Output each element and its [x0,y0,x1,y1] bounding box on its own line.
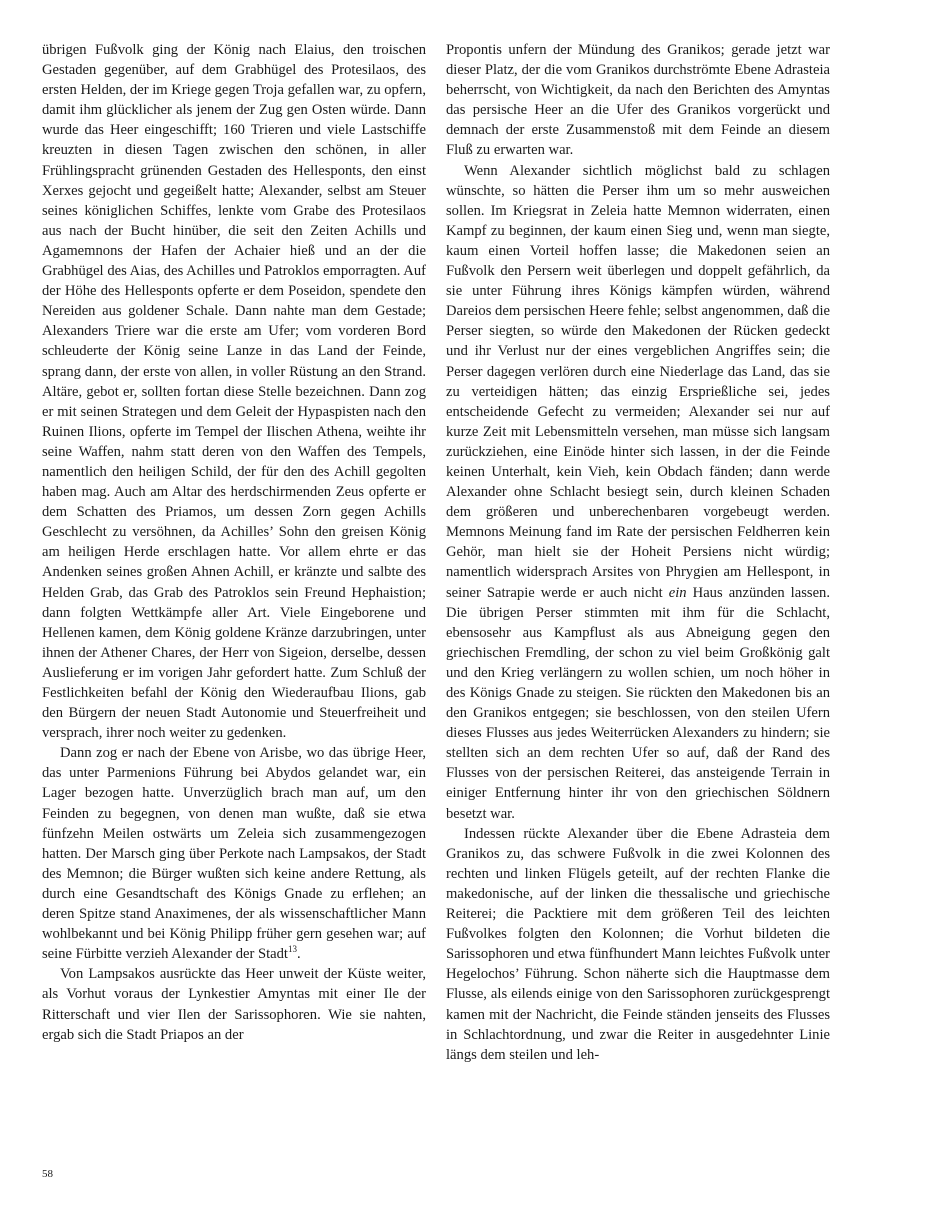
right-column [446,40,830,1065]
right-paragraph-3: Indessen rückte Alexander über die Ebene Adrasteia dem Granikos zu, das schwere Fußvolk in die zwei Kolonnen des rechten und linken Flügels geteilt, auf der rechten Flanke die makedonische, auf der linken die thessalische und griechische Reiterei; die Packtiere mit dem größeren Teil des leichten Fußvolkes folgten den Kolonnen; die Vorhut bildeten die Sarissophoren und etwa fünfhundert Mann leichtes Fußvolk unter Hegelochos’ Führung. Schon näherte sich die Hauptmasse dem Flusse, als eilends einige von den Sarissophoren zurückgesprengt kamen mit der Nachricht, die Feinde ständen jenseits des Flusses in Schlachtordnung, und zwar die Reiter in ausgedehnter Linie längs dem steilen und leh- [446,825,830,1063]
right-paragraph-2a: Wenn Alexander sichtlich möglichst bald zu schlagen wünschte, so hätten die Perser ihm um so mehr ausweichen sollen. Im Kriegsrat in Zeleia hatte Memnon widerraten, einen Kampf zu beginnen, der kaum einen Sieg und, wenn man siegte, kaum einen Vorteil hoffen lasse; die Makedonen seien an Fußvolk den Persern weit überlegen und doppelt gefährlich, da sie unter Führung ihres Königs kämpfen würden, während Dareios dem persischen Heere fehle; selbst angenommen, daß die Perser siegten, so würde den Makedonen der Rücken gedeckt und ihr Verlust nur der eines vergeblichen Angriffes sein; die Perser dagegen verlören durch eine Niederlage das Land, das sie zu verteidigen hätten; das einzig Ersprießliche sei, jedes entscheidende Gefecht zu vermeiden; Alexander sei nur auf kurze Zeit mit Lebensmitteln versehen, man müsse sich langsam zurückziehen, eine Einöde hinter sich lassen, in der die Feinde keinen Unterhalt, kein Vieh, kein Obdach fänden; dann werde Alexander ohne Schlacht besiegt sein, durch kleinen Schaden dem größeren und unberechenbaren vorgebeugt werden. Memnons Meinung fand im Rate der persischen Feldherren kein Gehör, man hielt sie der Hoheit Persiens nicht würdig; namentlich widersprach Arsites von Phrygien am Hellespont, in seiner Satrapie werde er auch nicht [446,162,830,601]
left-paragraph-3: Von Lampsakos ausrückte das Heer unweit der Küste weiter, als Vorhut voraus der Lynkestier Amyntas mit einer Ile der Ritterschaft und vier Ilen der Sarissophoren. Wie sie nahten, ergab sich die Stadt Priapos an der [42,966,426,1043]
page-number: 58 [42,1168,53,1180]
left-paragraph-1: übrigen Fußvolk ging der König nach Elaius, den troischen Gestaden gegenüber, auf dem Grabhügel des Protesilaos, des ersten Helden, der im Kriege gegen Troja gefallen war, zu opfern, damit ihm glücklicher als jenem der Zug gen Osten würde. Dann wurde das Heer eingeschifft; 160 Trieren und viele Lastschiffe kreuzten in diesen Tagen zwischen den schönen, in aller Frühlingspracht grünenden Gestaden des Hellesponts, den einst Xerxes gejocht und gegeißelt hatte; Alexander, selbst am Steuer seines königlichen Schiffes, lenkte vom Grabe des Protesilaos aus nach der Bucht hinüber, die seit den Zeiten Achills und Agamemnons der Hafen der Achaier hieß und an der die Grabhügel des Aias, des Achilles und Patroklos emporragten. Auf der Höhe des Hellesponts opferte er dem Poseidon, spendete den Nereiden aus goldener Schale. Dann nahte man dem Gestade; Alexanders Triere war die erste am Ufer; vom vorderen Bord schleuderte der König seine Lanze in das Land der Feinde, sprang dann, der erste von allen, in voller Rüstung an den Strand. Altäre, gebot er, sollten fortan diese Stelle bezeichnen. Dann zog er mit seinen Strategen und dem Geleit der Hypaspisten nach den Ruinen Ilions, opferte im Tempel der Ilischen Athena, weihte ihr seine Waffen, nahm statt deren von den Waffen des Tempels, namentlich den heiligen Schild, der für den des Achill gegolten haben mag. Auch am Altar des herdschirmenden Zeus opferte er dem Schatten des Priamos, um dessen Zorn gegen Achills Geschlecht zu versöhnen, da Achilles’ Sohn den greisen König am heiligen Herde erschlagen hatte. Vor allem ehrte er das Andenken seines großen Ahnen Achill, er kränzte und salbte des Helden Grab, das Grab des Patroklos sein Freund Hephaistion; dann folgten Wettkämpfe aller Art. Viele Eingeborene und Hellenen kamen, dem König goldene Kränze darzubringen, unter ihnen der Athener Chares, der Herr von Sigeion, derselbe, dessen Auslieferung er im vorigen Jahr gefordert hatte. Zum Schluß der Festlichkeiten befahl der König den Wiederaufbau Ilions, gab den Bürgern der neuen Stadt Autonomie und Steuerfreiheit und versprach, ihrer noch weiter zu gedenken. [42,42,426,742]
footnote-marker: 13 [287,944,297,955]
left-paragraph-2-end: . [296,946,301,963]
emphasis-ein: ein [668,584,687,601]
right-paragraph-2 [446,161,830,824]
left-column [42,40,426,1045]
right-paragraph-2b: Haus anzünden lassen. Die übrigen Perser stimmten mit ihm für die Schlacht, ebensosehr aus Kampflust als aus Abneigung gegen den griechischen Fremdling, der schon zu viel beim Großkönig galt und den Krieg verlängern zu wollen schien, um noch höher in des Königs Gnade zu steigen. Sie rückten den Makedonen bis an den Granikos entgegen; sie beschlossen, von den steilen Ufern dieses Flusses aus jedes Weiterrücken Alexanders zu hindern; sie stellten sich an dem rechten Ufer so auf, daß der Rand des Flusses von der persischen Reiterei, das ansteigende Terrain in einiger Entfernung hinter ihr von den griechischen Söldnern besetzt war. [446,584,830,822]
left-paragraph-2 [42,743,426,964]
left-paragraph-2-text: Dann zog er nach der Ebene von Arisbe, wo das übrige Heer, das unter Parmenions Führung bei Abydos gelandet war, ein Lager bezogen hatte. Unverzüglich brach man auf, um den Feinden zu begegnen, von denen man wußte, daß sie etwa fünfzehn Meilen ostwärts um Zeleia sich zusammengezogen hatten. Der Marsch ging über Perkote nach Lampsakos, der Stadt des Memnon; die Bürger wußten sich keine andere Rettung, als durch eine Gesandtschaft des Königs Gnade zu erflehen; an deren Spitze stand Anaximenes, der als wissenschaftlicher Mann wohlbekannt und bei König Philipp früher gern gesehen war; auf seine Fürbitte verzieh Alexander der Stadt [42,745,426,963]
right-paragraph-1: Propontis unfern der Mündung des Granikos; gerade jetzt war dieser Platz, der die vom Granikos durchströmte Ebene Adrasteia beherrscht, von Wichtigkeit, da nach den Berichten des Amyntas das persische Heer an die Ufer des Granikos vorgerückt und demnach der erste Zusammenstoß mit dem Feinde an diesem Fluß zu erwarten war. [446,42,830,159]
